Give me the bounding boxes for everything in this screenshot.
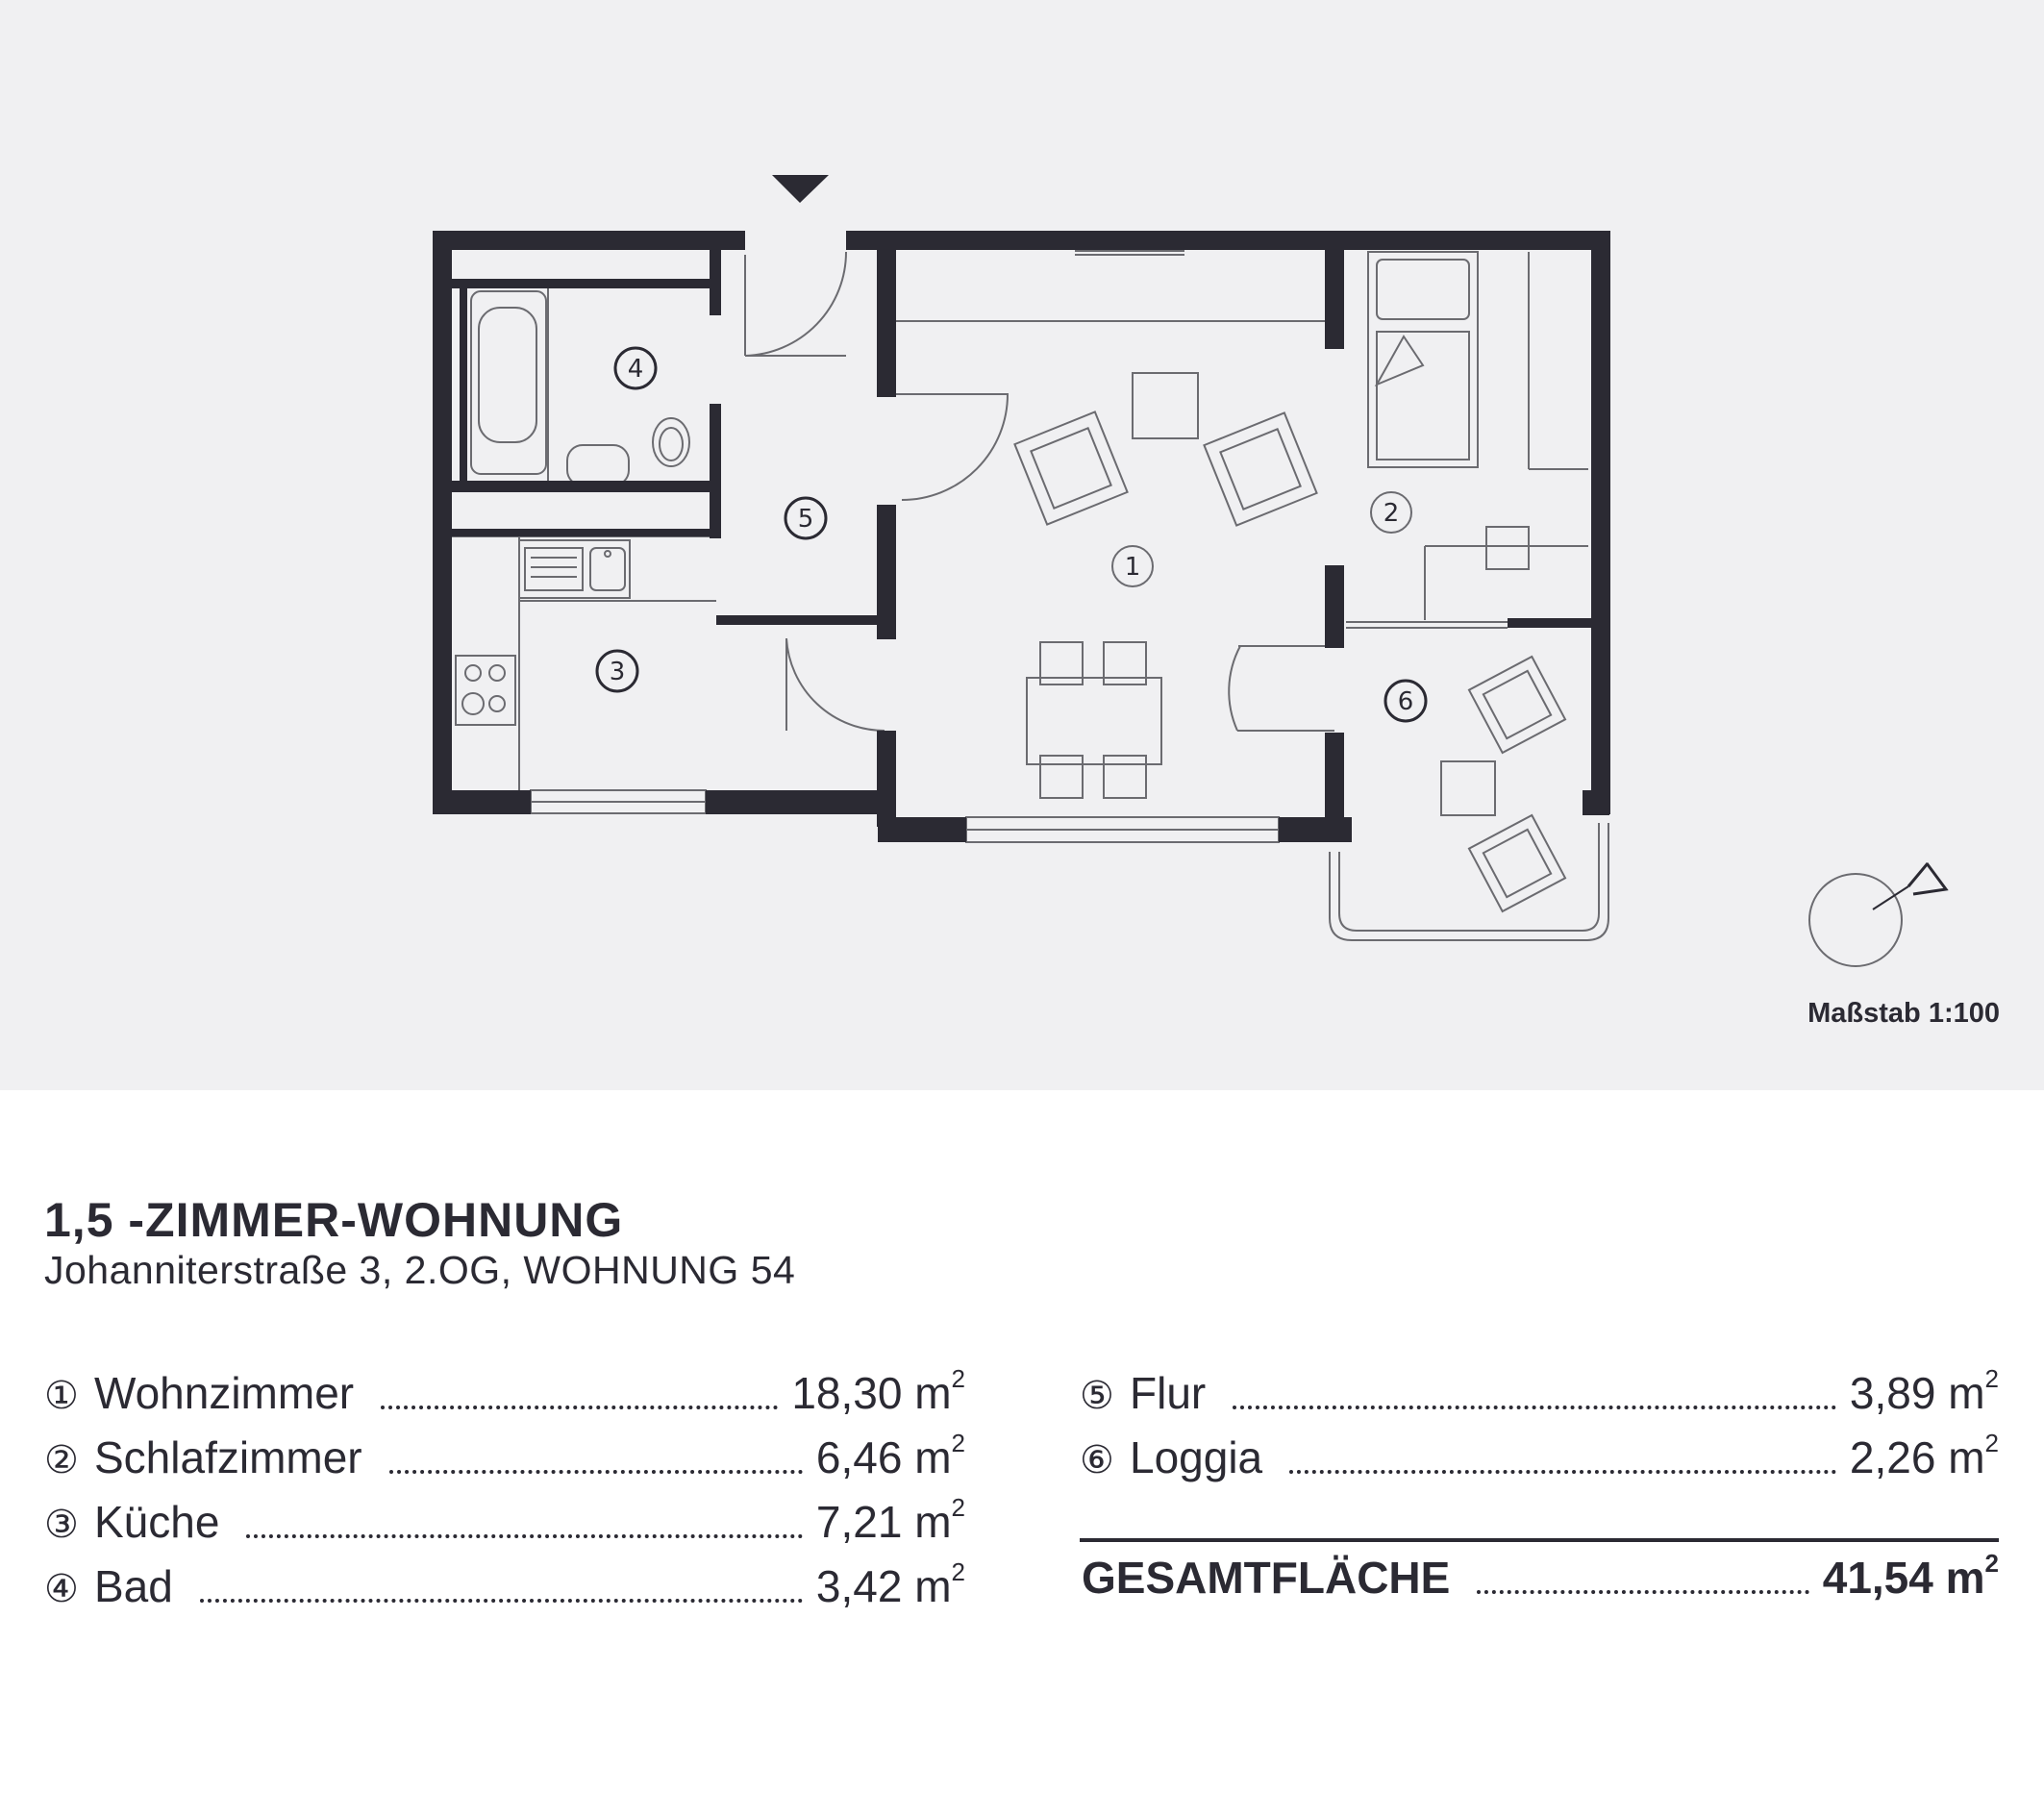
leader-dots: [389, 1470, 803, 1474]
apartment-title: 1,5 -ZIMMER-WOHNUNG: [44, 1193, 624, 1247]
room-symbol: ①: [44, 1374, 79, 1418]
room-number-4: 4: [627, 355, 644, 384]
room-row-loggia: [1080, 1431, 1999, 1485]
room-number-1: 1: [1124, 553, 1141, 582]
leader-dots: [381, 1406, 778, 1409]
room-number-5: 5: [797, 505, 814, 534]
room-marker-5: [785, 498, 826, 538]
apartment-address: Johanniterstraße 3, 2.OG, WOHNUNG 54: [44, 1248, 796, 1292]
room-marker-1: [1112, 546, 1153, 586]
room-number-2: 2: [1383, 499, 1400, 528]
room-marker-6: [1385, 681, 1426, 721]
room-symbol: ②: [44, 1438, 79, 1482]
room-symbol: ③: [44, 1503, 79, 1547]
room-row-kueche: [44, 1493, 965, 1550]
room-marker-3: [597, 651, 637, 691]
leader-dots: [1289, 1470, 1836, 1474]
room-marker-4: [615, 348, 656, 388]
room-name: Bad: [94, 1561, 173, 1611]
scale-label: Maßstab 1:100: [1807, 998, 2000, 1029]
room-number-6: 6: [1397, 687, 1414, 716]
room-area: 7,21 $m^2$: [815, 1493, 965, 1547]
room-symbol: ⑥: [1080, 1438, 1114, 1482]
total-row: [1080, 1549, 1999, 1605]
total-label: GESAMTFLÄCHE: [1082, 1553, 1451, 1603]
room-name: Küche: [94, 1497, 220, 1547]
room-area: 6,46 $m^2$: [815, 1429, 965, 1482]
leader-dots: [246, 1534, 802, 1538]
room-row-flur: [1080, 1364, 1999, 1421]
room-row-wohnzimmer: [44, 1364, 965, 1421]
room-symbol: ⑤: [1080, 1374, 1114, 1418]
total-area: 41,54 $m^2$: [1822, 1549, 1999, 1603]
room-area: 2,26 $m^2$: [1849, 1429, 1999, 1482]
leader-dots: [1477, 1590, 1808, 1594]
room-area: 3,42 $m^2$: [815, 1557, 965, 1611]
room-name: Schlafzimmer: [94, 1432, 362, 1482]
room-name: Loggia: [1130, 1432, 1263, 1482]
total-divider: [1080, 1538, 1999, 1542]
room-symbol: ④: [44, 1567, 79, 1611]
room-row-bad: [44, 1557, 965, 1614]
room-area: 18,30 $m^2$: [791, 1364, 965, 1418]
room-name: Wohnzimmer: [94, 1368, 355, 1418]
room-name: Flur: [1130, 1368, 1207, 1418]
room-row-schlafzimmer: [44, 1431, 965, 1485]
leader-dots: [1233, 1406, 1836, 1409]
room-area: 3,89 $m^2$: [1849, 1364, 1999, 1418]
room-marker-2: [1371, 492, 1411, 533]
leader-dots: [200, 1599, 803, 1603]
room-number-3: 3: [609, 658, 626, 686]
